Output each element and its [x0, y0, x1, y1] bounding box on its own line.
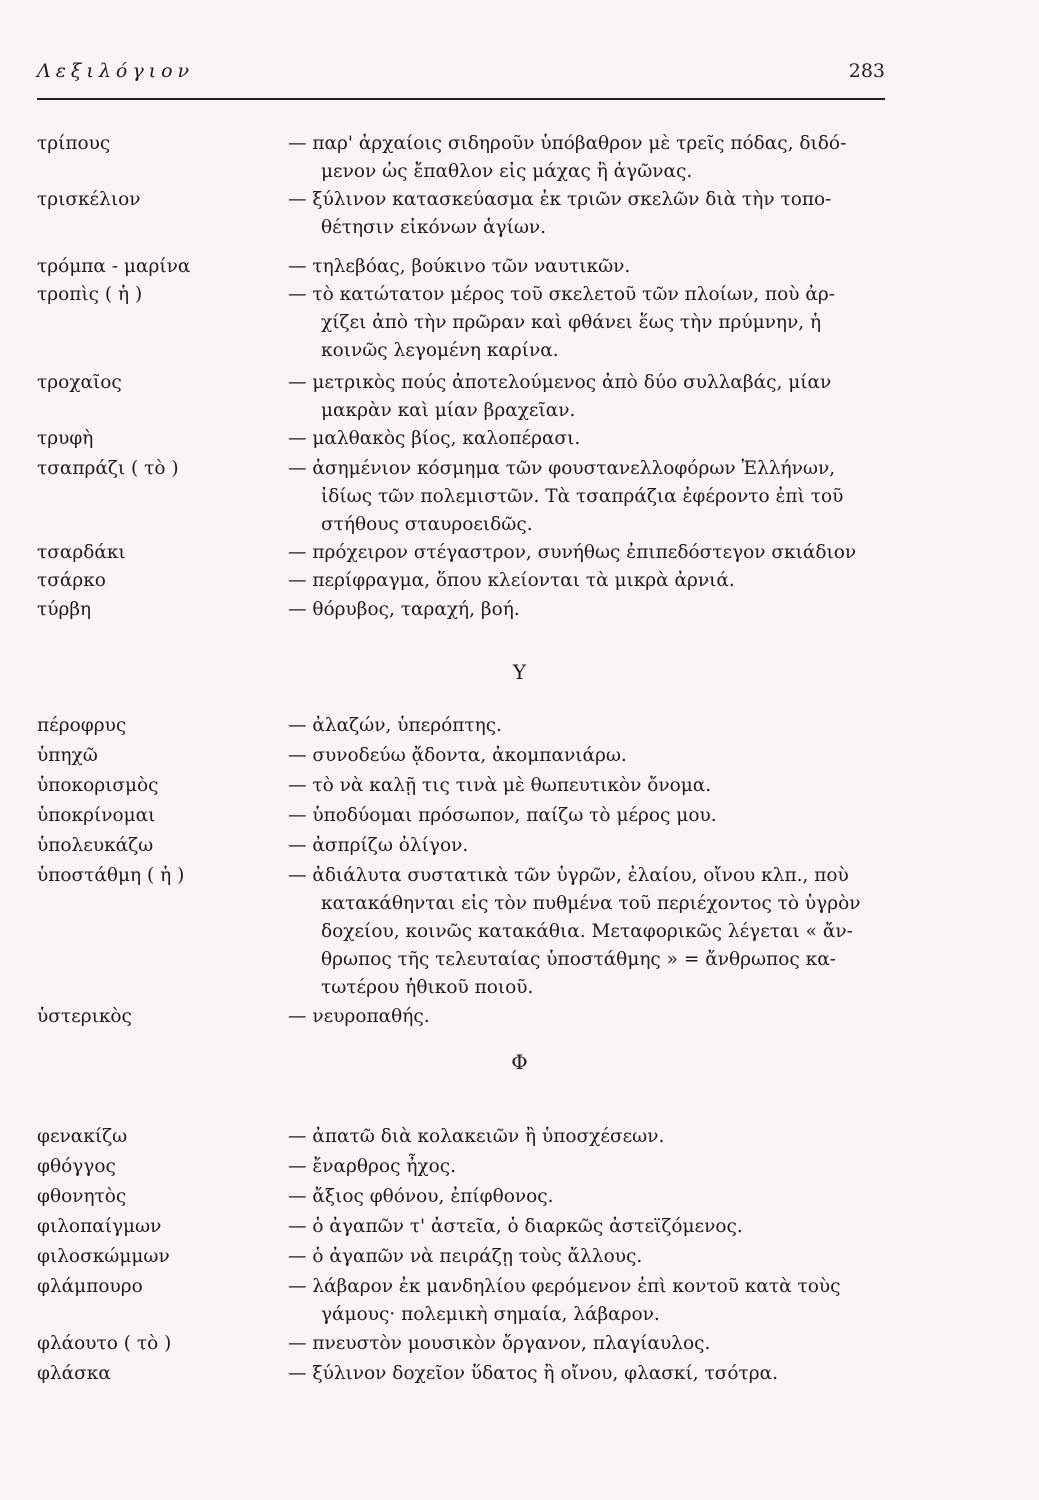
definition-line: — ἀπατῶ διὰ κολακειῶν ἢ ὑποσχέσεων.	[288, 1126, 665, 1147]
entry-term: τσαρδάκι	[37, 542, 126, 563]
entry-definition	[288, 567, 888, 595]
entry-term: τρόμπα - μαρίνα	[37, 256, 191, 277]
definition-line: — ὑποδύομαι πρόσωπον, παίζω τὸ μέρος μου.	[288, 805, 717, 826]
entry-term: τρισκέλιον	[37, 189, 141, 210]
entry-term: ὑπηχῶ	[37, 745, 98, 766]
definition-line: — πνευστὸν μουσικὸν ὄργανον, πλαγίαυλος.	[288, 1333, 711, 1354]
entry-definition	[288, 712, 888, 740]
entry-term: τροχαῖος	[37, 372, 122, 393]
entry-term: ὑστερικὸς	[37, 1006, 132, 1027]
entry-definition	[288, 1360, 888, 1388]
definition-line: — ἀσπρίζω ὀλίγον.	[288, 835, 469, 856]
entry-definition	[288, 1003, 888, 1031]
definition-line: γάμους· πολεμικὴ σημαία, λάβαρον.	[321, 1304, 660, 1325]
definition-line: — περίφραγμα, ὅπου κλείονται τὰ μικρὰ ἀρνιά.	[288, 570, 735, 591]
definition-line: — θόρυβος, ταραχή, βοή.	[288, 599, 520, 620]
definition-line: — ὁ ἀγαπῶν νὰ πειράζῃ τοὺς ἄλλους.	[288, 1246, 643, 1267]
definition-line: τωτέρου ἠθικοῦ ποιοῦ.	[321, 977, 534, 998]
entry-definition	[288, 425, 888, 453]
definition-line: — ἄξιος φθόνου, ἐπίφθονος.	[288, 1186, 554, 1207]
entry-definition	[288, 1183, 888, 1211]
entry-term: τρίπους	[37, 133, 111, 154]
definition-line: χίζει ἀπὸ τὴν πρῶραν καὶ φθάνει ἕως τὴν πρύμνην, ἡ	[321, 312, 822, 333]
entry-term: τσαπράζι ( τὸ )	[37, 458, 179, 479]
entry-definition	[288, 596, 888, 624]
definition-line: — νευροπαθής.	[288, 1006, 430, 1027]
definition-line: θρωπος τῆς τελευταίας ὑποστάθμης » = ἄνθρωπος κα-	[321, 949, 836, 970]
entry-term: ὑπολευκάζω	[37, 835, 154, 856]
entry-definition	[288, 130, 888, 186]
entry-term: φλάουτο ( τὸ )	[37, 1333, 172, 1354]
entry-term: τροπὶς ( ἡ )	[37, 284, 143, 305]
page-number: 283	[848, 60, 885, 82]
definition-line: — παρ' ἀρχαίοις σιδηροῦν ὑπόβαθρον μὲ τρεῖς πόδας, διδό-	[288, 133, 847, 154]
entry-definition	[288, 1273, 888, 1329]
entry-term: τσάρκο	[37, 570, 106, 591]
definition-line: — ξύλινον κατασκεύασμα ἐκ τριῶν σκελῶν διὰ τὴν τοπο-	[288, 189, 832, 210]
entry-term: πέροφρυς	[37, 715, 127, 736]
definition-line: — ξύλινον δοχεῖον ὕδατος ἢ οἴνου, φλασκί, τσότρα.	[288, 1363, 778, 1384]
definition-line: μακρὰν καὶ μίαν βραχεῖαν.	[321, 400, 576, 421]
entry-definition	[288, 802, 888, 830]
entry-definition	[288, 1153, 888, 1181]
entry-term: ὑποκρίνομαι	[37, 805, 156, 826]
definition-line: — ἀλαζών, ὑπερόπτης.	[288, 715, 502, 736]
definition-line: ἰδίως τῶν πολεμιστῶν. Τὰ τσαπράζια ἐφέροντο ἐπὶ τοῦ	[321, 486, 844, 507]
definition-line: — μαλθακὸς βίος, καλοπέρασι.	[288, 428, 581, 449]
entry-definition	[288, 369, 888, 425]
entry-definition	[288, 1213, 888, 1241]
definition-line: — συνοδεύω ᾄδοντα, ἀκομπανιάρω.	[288, 745, 627, 766]
entry-definition	[288, 253, 888, 281]
entry-definition	[288, 281, 888, 365]
entry-term: ὑποστάθμη ( ἡ )	[37, 865, 185, 886]
entry-term: φλάσκα	[37, 1363, 111, 1384]
entry-definition	[288, 742, 888, 770]
definition-line: — πρόχειρον στέγαστρον, συνήθως ἐπιπεδόστεγον σκιάδιον	[288, 542, 857, 563]
entry-definition	[288, 1123, 888, 1151]
entry-term: φλάμπουρο	[37, 1276, 143, 1297]
definition-line: στήθους σταυροειδῶς.	[321, 514, 533, 535]
definition-line: — ἔναρθρος ἦχος.	[288, 1156, 456, 1177]
definition-line: — μετρικὸς πούς ἀποτελούμενος ἀπὸ δύο συλλαβάς, μίαν	[288, 372, 832, 393]
entry-definition	[288, 772, 888, 800]
definition-line: δοχείου, κοινῶς κατακάθια. Μεταφορικῶς λέγεται « ἄν-	[321, 921, 853, 942]
definition-line: — ἀδιάλυτα συστατικὰ τῶν ὑγρῶν, ἐλαίου, οἴνου κλπ., ποὺ	[288, 865, 849, 886]
entry-term: φθονητὸς	[37, 1186, 127, 1207]
definition-line: μενον ὡς ἔπαθλον εἰς μάχας ἢ ἀγῶνας.	[321, 161, 693, 182]
entry-definition	[288, 186, 888, 242]
entry-term: ὑποκορισμὸς	[37, 775, 159, 796]
entry-definition	[288, 1330, 888, 1358]
entry-term: φιλοπαίγμων	[37, 1216, 162, 1237]
entry-definition	[288, 1243, 888, 1271]
running-title: Λεξιλόγιον	[37, 60, 195, 82]
entry-term: φθόγγος	[37, 1156, 116, 1177]
definition-line: — ὁ ἀγαπῶν τ' ἀστεῖα, ὁ διαρκῶς ἀστεϊζόμενος.	[288, 1216, 743, 1237]
definition-line: — λάβαρον ἐκ μανδηλίου φερόμενον ἐπὶ κοντοῦ κατὰ τοὺς	[288, 1276, 841, 1297]
entry-definition	[288, 832, 888, 860]
section-letter: Υ	[512, 660, 527, 684]
entry-term: τύρβη	[37, 599, 92, 620]
entry-definition	[288, 862, 888, 1002]
definition-line: — τὸ νὰ καλῇ τις τινὰ μὲ θωπευτικὸν ὄνομα.	[288, 775, 712, 796]
section-letter: Φ	[511, 1050, 528, 1074]
entry-definition	[288, 539, 888, 567]
definition-line: κατακάθηνται εἰς τὸν πυθμένα τοῦ περιέχοντος τὸ ὑγρὸν	[321, 893, 861, 914]
definition-line: — ἀσημένιον κόσμημα τῶν φουστανελλοφόρων Ἑλλήνων,	[288, 458, 836, 479]
entry-term: φενακίζω	[37, 1126, 128, 1147]
entry-term: τρυφὴ	[37, 428, 94, 449]
definition-line: — τὸ κατώτατον μέρος τοῦ σκελετοῦ τῶν πλοίων, ποὺ ἀρ-	[288, 284, 836, 305]
entry-definition	[288, 455, 888, 539]
definition-line: κοινῶς λεγομένη καρίνα.	[321, 340, 559, 361]
entry-term: φιλοσκώμμων	[37, 1246, 170, 1267]
definition-line: θέτησιν εἰκόνων ἁγίων.	[321, 217, 547, 238]
definition-line: — τηλεβόας, βούκινο τῶν ναυτικῶν.	[288, 256, 631, 277]
